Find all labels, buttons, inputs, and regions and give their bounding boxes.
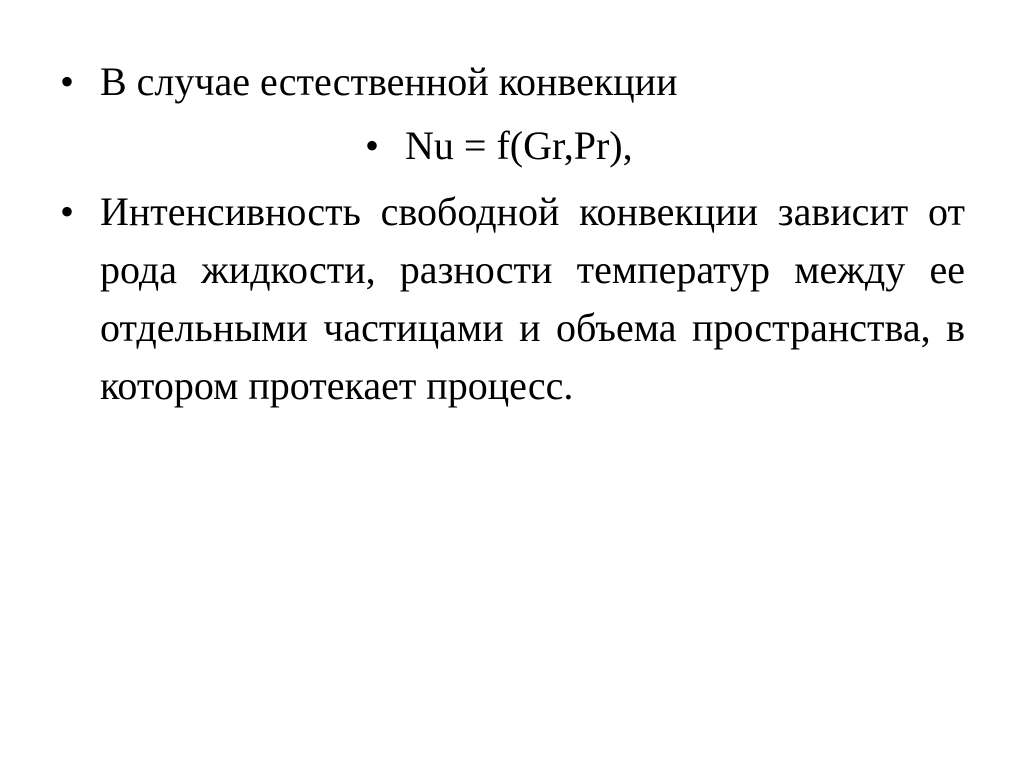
bullet-item-natural-convection	[60, 53, 677, 111]
bullet-paragraph: Интенсивность свободной конвекции зависит от рода жидкости, разности температур между ее отдельными частицами и объема пространства, в котором протекает процесс.	[100, 189, 965, 408]
bullet-item-intensity	[60, 183, 970, 415]
bullet-item-formula	[365, 117, 633, 175]
bullet-text: В случае естественной конвекции	[100, 59, 678, 104]
bullet-marker: •	[60, 189, 75, 234]
formula-text: Nu = f(Gr,Pr),	[405, 123, 633, 168]
bullet-marker: •	[365, 123, 380, 168]
bullet-marker: •	[60, 59, 75, 104]
